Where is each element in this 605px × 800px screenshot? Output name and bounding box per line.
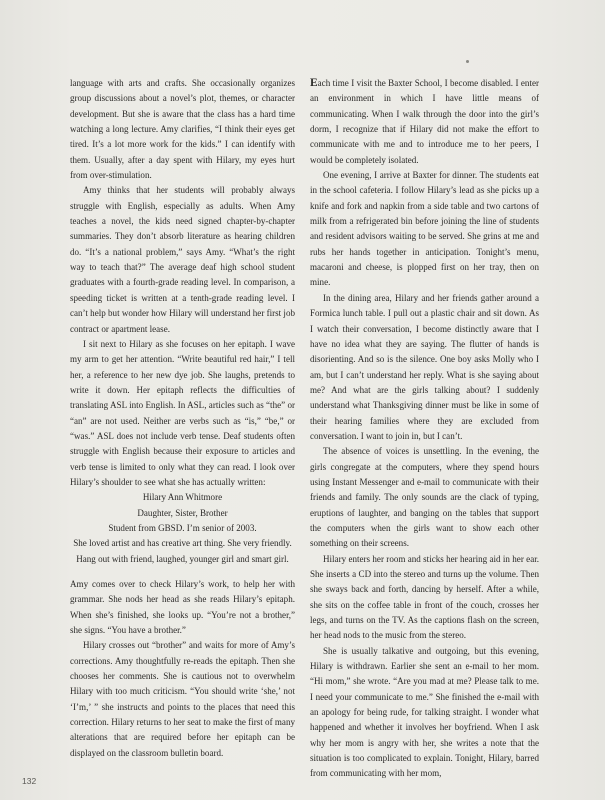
paragraph: One evening, I arrive at Baxter for dinner. The students eat in the school cafeteria. I follow Hilary’s lead as she picks up a knife and fork and napkin from a side table and two cartons of milk from a refrigerated bin before joining the line of students and resident advisors waiting to be served. She grins at me and rubs her hands together in anticipation. Tonight’s menu, macaroni and cheese, is plopped first on her tray, then on mine. <box>310 170 539 288</box>
paragraph: Hilary enters her room and sticks her hearing aid in her ear. She inserts a CD into the stereo and turns up the volume. Then she sways back and forth, dancing by herself. After a while, she sits on the coffee table in front of the couch, crosses her legs, and turns on the TV. As the captions flash on the screen, her head nods to the music from the stereo. <box>310 553 539 641</box>
epitaph-block <box>70 490 295 567</box>
paragraph: language with arts and crafts. She occasionally organizes group discussions about a novel’s plot, themes, or character development. But she is aware that the class has a hard time watching a long lecture. Amy clarifies, “I think their eyes get tired. It’s a lot more work for the kids.” I can identify with them. Usually, after a day spent with Hilary, my eyes hurt from over-stimulation. <box>70 78 295 181</box>
opening-paragraph <box>310 76 539 168</box>
paragraph-text: ach time I visit the Baxter School, I become disabled. I enter an environment in which I have little means of communicating. When I walk through the door into the girl’s dorm, I recognize that if Hilary did not make the effort to communicate with me and to introduce me to her peers, I would be completely isolated. <box>310 78 539 165</box>
epitaph-line: Daughter, Sister, Brother <box>137 507 228 518</box>
paragraph: Hilary crosses out “brother” and waits for more of Amy’s corrections. Amy thoughtfully re-reads the epitaph. Then she chooses her comments. She is cautious not to overwhelm Hilary with too much criticism. “You should write ‘she,’ not ‘I’m,’ ” she instructs and points to the places that need this correction. Hilary returns to her seat to make the first of many alterations that are required before her epitaph can be displayed on the classroom bulletin board. <box>70 640 295 758</box>
paragraph: She is usually talkative and outgoing, but this evening, Hilary is withdrawn. Earlier she sent an e-mail to her mom. “Hi mom,” she wrote. “Are you mad at me? Please talk to me. I need your communicate to me.” She finished the e-mail with an apology for being rude, for talking straight. I wonder what happened and whether it involves her boyfriend. When I ask why her mom is angry with her, she writes a note that the situation is too complicated to explain. Tonight, Hilary, barred from communicating with her mom, <box>310 645 539 779</box>
drop-cap: E <box>310 77 318 89</box>
page-number: 132 <box>22 776 37 786</box>
paragraph: Amy comes over to check Hilary’s work, to help her with grammar. She nods her head as she reads Hilary’s epitaph. When she’s finished, she looks up. “You’re not a brother,” she signs. “You have a brother.” <box>70 579 295 636</box>
right-column <box>310 76 539 782</box>
epitaph-line: Hang out with friend, laughed, younger girl and smart girl. <box>76 553 289 564</box>
left-column <box>70 76 295 761</box>
epitaph-line: Hilary Ann Whitmore <box>142 492 223 503</box>
paragraph: The absence of voices is unsettling. In the evening, the girls congregate at the computers, where they spend hours using Instant Messenger and e-mail to communicate with their friends and family. The only sounds are the clack of typing, eruptions of laughter, and banging on the tables that support the computers when the girls want to show each other something on their screens. <box>310 446 539 549</box>
scan-speck <box>466 60 469 63</box>
epitaph-line: She loved artist and has creative art thing. She very friendly. <box>73 538 292 549</box>
paragraph: Amy thinks that her students will probably always struggle with English, especially as adults. When Amy teaches a novel, the kids need signed chapter-by-chapter summaries. They don’t absorb literature as hearing children do. “It’s a national problem,” says Amy. “What’s the right way to teach that?” The average deaf high school student graduates with a fourth-grade reading level. In comparison, a speeding ticket is written at a tenth-grade reading level. I can’t help but wonder how Hilary will understand her first job contract or apartment lease. <box>70 185 295 334</box>
epitaph-line: Student from GBSD. I’m senior of 2003. <box>108 522 257 533</box>
paragraph: In the dining area, Hilary and her friends gather around a Formica lunch table. I pull out a plastic chair and sit down. As I watch their conversation, I become distinctly aware that I have no idea what they are saying. The flutter of hands is disorienting. And so is the silence. One boy asks Molly who I am, but I can’t understand her reply. What is she saying about me? And what are the girls talking about? I suddenly understand what Thanksgiving dinner must be like in some of their hearing families where they are excluded from conversation. I want to join in, but I can’t. <box>310 292 539 441</box>
paragraph: I sit next to Hilary as she focuses on her epitaph. I wave my arm to get her attention. “Write beautiful red hair,” I tell her, a reference to her new dye job. She laughs, pretends to write it down. Her epitaph reflects the difficulties of translating ASL into English. In ASL, articles such as “the” or “an” are not used. Neither are verbs such as “is,” “be,” or “was.” ASL does not include verb tense. Deaf students often struggle with English because their exposure to articles and verb tense is limited to only what they can read. I look over Hilary’s shoulder to see what she has actually written: <box>70 338 295 487</box>
